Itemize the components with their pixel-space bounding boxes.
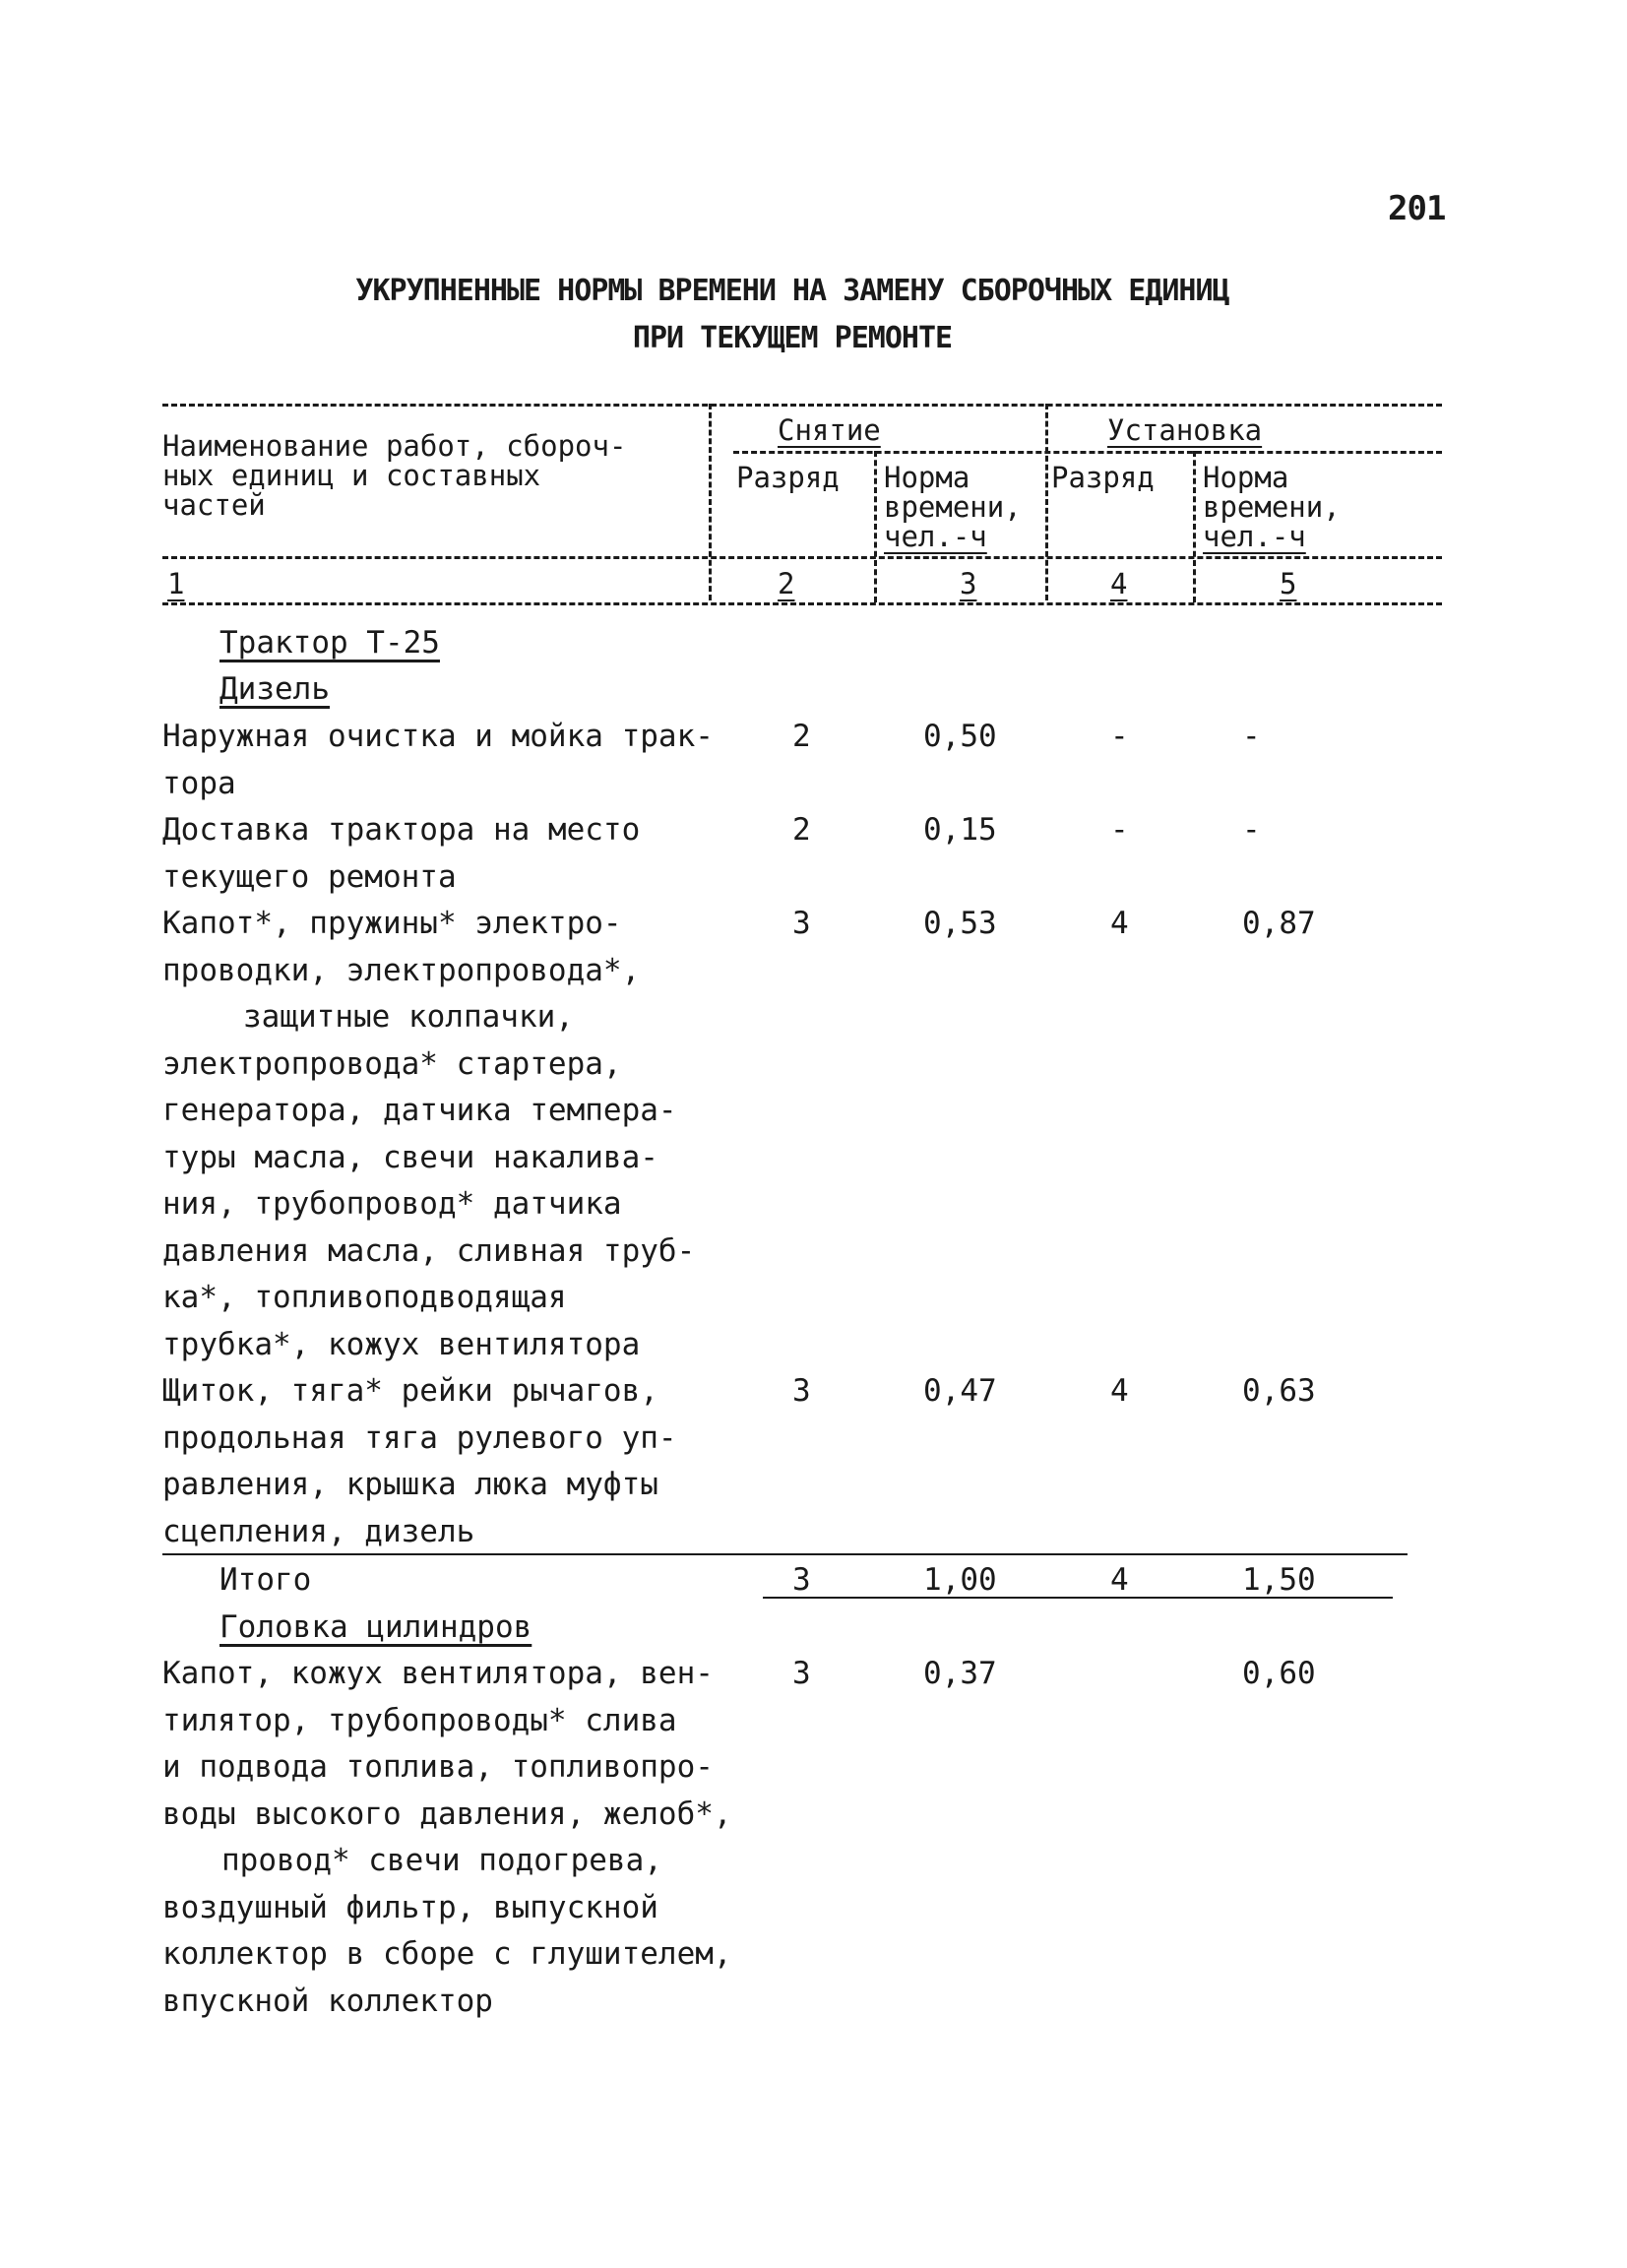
header-top-rule (162, 404, 1442, 407)
col-number-2: 2 (778, 567, 795, 600)
header-vline-4 (1193, 451, 1196, 602)
col-number-1: 1 (167, 567, 185, 600)
removal-grade: 3 (792, 1373, 811, 1409)
section-tractor: Трактор Т-25 (219, 625, 440, 661)
install-grade: - (1110, 719, 1129, 754)
removal-norm: 0,15 (923, 812, 997, 848)
col-number-4: 4 (1110, 567, 1128, 600)
title-line-2: ПРИ ТЕКУЩЕМ РЕМОНТЕ (632, 321, 953, 355)
header-removal-grade: Разряд (736, 461, 840, 494)
header-vline-3 (1045, 404, 1048, 600)
row-name: Доставка трактора на место текущего ремонта (162, 812, 641, 895)
install-grade: 4 (1110, 906, 1129, 941)
title-line-1: УКРУПНЕННЫЕ НОРМЫ ВРЕМЕНИ НА ЗАМЕНУ СБОРОЧНЫХ ЕДИНИЦ (355, 274, 1229, 308)
header-bottom-rule (162, 556, 1442, 559)
install-norm: - (1242, 812, 1261, 848)
removal-norm: 0,50 (923, 719, 997, 754)
header-install-norm: Норма времени, чел.-ч (1203, 461, 1341, 553)
section-cylinder-head: Головка цилиндров (219, 1609, 532, 1645)
removal-norm: 0,37 (923, 1656, 997, 1691)
col-number-5: 5 (1280, 567, 1297, 600)
col-number-rule (162, 602, 1442, 605)
removal-norm: 0,53 (923, 906, 997, 941)
header-vline-1 (709, 404, 712, 600)
row-name: Наружная очистка и мойка трак- тора (162, 719, 714, 801)
section-diesel: Дизель (219, 671, 330, 707)
removal-grade: 2 (792, 812, 811, 848)
install-grade: 4 (1110, 1373, 1129, 1409)
header-installation: Установка (1107, 413, 1263, 447)
row-name: Капот, кожух вентилятора, вен- тилятор, трубопроводы* слива и подвода топлива, топливопро- воды высокого давления, желоб*, провод* свечи подогрева, воздушный фильтр, выпускной коллектор в сборе с глушителем, впускной коллектор (162, 1656, 732, 2019)
header-col1: Наименование работ, сбороч- ных единиц и составных частей (162, 429, 627, 522)
removal-norm: 0,47 (923, 1373, 997, 1409)
total-removal-norm: 1,00 (923, 1562, 997, 1598)
header-install-grade: Разряд (1051, 461, 1155, 494)
install-norm: 0,60 (1242, 1656, 1316, 1691)
removal-grade: 3 (792, 1656, 811, 1691)
removal-grade: 2 (792, 719, 811, 754)
header-vline-2 (874, 451, 877, 602)
install-grade: - (1110, 812, 1129, 848)
total-bottom-rule (763, 1597, 1393, 1599)
row-name: Капот*, пружины* электро- проводки, электропровода*, защитные колпачки, электропровода* стартера, генератора, датчика темпера- туры масла, свечи накалива- ния, трубопровод* датчика давления масла, сливная труб- ка*, топливоподводящая трубка*, кожух вентилятора (162, 906, 696, 1362)
header-removal-norm: Норма времени, чел.-ч (884, 461, 1022, 553)
header-removal: Снятие (778, 413, 881, 447)
col-number-3: 3 (960, 567, 977, 600)
page-number: 201 (1388, 189, 1446, 228)
install-norm: 0,87 (1242, 906, 1316, 941)
total-top-rule (162, 1553, 1408, 1555)
header-mid-rule (733, 451, 1442, 454)
total-install-grade: 4 (1110, 1562, 1129, 1598)
document-title (226, 268, 1358, 362)
total-label: Итого (219, 1562, 312, 1598)
install-norm: 0,63 (1242, 1373, 1316, 1409)
total-removal-grade: 3 (792, 1562, 811, 1598)
install-norm: - (1242, 719, 1261, 754)
removal-grade: 3 (792, 906, 811, 941)
total-install-norm: 1,50 (1242, 1562, 1316, 1598)
row-name: Щиток, тяга* рейки рычагов, продольная тяга рулевого уп- равления, крышка люка муфты сцепления, дизель (162, 1373, 677, 1549)
